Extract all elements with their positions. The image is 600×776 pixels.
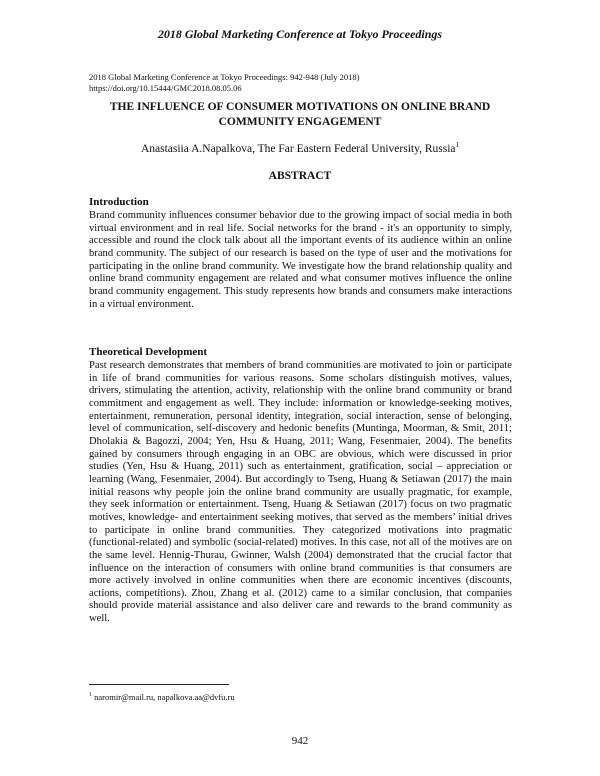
footnote xyxy=(89,692,235,702)
theoretical-development-heading: Theoretical Development xyxy=(89,346,208,358)
abstract-heading: ABSTRACT xyxy=(268,170,332,182)
footnote-number: 1 xyxy=(89,692,92,699)
introduction-heading: Introduction xyxy=(89,196,149,208)
doi-link[interactable]: https://doi.org/10.15444/GMC2018.08.05.06 xyxy=(89,83,242,93)
page-number: 942 xyxy=(291,735,309,747)
footnote-divider xyxy=(89,684,229,685)
paper-title: THE INFLUENCE OF CONSUMER MOTIVATIONS ON ONLINE BRAND COMMUNITY ENGAGEMENT xyxy=(109,101,491,128)
footnote-marker[interactable]: 1 xyxy=(455,141,460,150)
citation-line: 2018 Global Marketing Conference at Tokyo Proceedings: 942-948 (July 2018) xyxy=(89,72,360,82)
author-affiliation: Anastasiia A.Napalkova, The Far Eastern Federal University, Russia xyxy=(140,143,456,155)
theoretical-development-paragraph: Past research demonstrates that members of brand communities are motivated to join or participate in life of brand communities for various reasons. Some scholars distinguish motives, values, drivers, stimulating the attention, activity, relationship with the online brand community or brand commitment and engagement as well. They include: information or knowledge-seeking motives, entertainment, remuneration, personal identity, integration, social interaction, sense of belonging, level of communication, self-discovery and hedonic benefits (Muntinga, Moorman, & Smit, 2011; Dholakia & Bagozzi, 2004; Yen, Hsu & Huang, 2011; Wang, Fesenmaier, 2004). The benefits gained by consumers through engaging in an OBC are obvious, which were discussed in prior studies (Yen, Hsu & Huang, 2011) such as entertainment, gratification, social – appreciation or learning (Wang, Fesenmaier, 2004). But accordingly to Tseng, Huang & Setiawan (2017) the main initial reasons why people join the online brand community are usually pragmatic, for example, they seek information or entertainment. Tseng, Huang & Setiawan (2017) focus on two pragmatic motives, knowledge- and entertainment seeking motives, that served as the members’ initial drives to participate in online brand communities. They categorized motivations into pragmatic (functional-related) and symbolic (social-related) motives. In this case, not all of the motives are on the same level. Hennig-Thurau, Gwinner, Walsh (2004) demonstrated that the crucial factor that influence on the interaction of consumers with online brand communities is that consumers are more actively involved in online communities when there are economic incentives (discounts, actions, competitions). Zhou, Zhang et al. (2012) came to a similar conclusion, that companies should provide material assistance and also deliver care and rewards to the brand community as well. xyxy=(89,360,512,625)
author-line xyxy=(0,143,600,155)
introduction-paragraph: Brand community influences consumer behavior due to the growing impact of social media in both virtual environment and in real life. Social networks for the brand - it's an opportunity to simply, accessible and round the clock talk about all the important events of its audience within an online brand community. The subject of our research is based on the type of user and the motivations for participating in the online brand community. We investigate how the brand relationship quality and online brand community engagement are related and what consumer motives influence the online brand community engagement. This study represents how brands and consumers make interactions in a virtual environment. xyxy=(89,210,512,310)
running-header: 2018 Global Marketing Conference at Tokyo Proceedings xyxy=(157,27,443,41)
citation-block xyxy=(89,72,360,94)
footnote-text: naromir@mail.ru, napalkova.aa@dvfu.ru xyxy=(94,692,235,702)
